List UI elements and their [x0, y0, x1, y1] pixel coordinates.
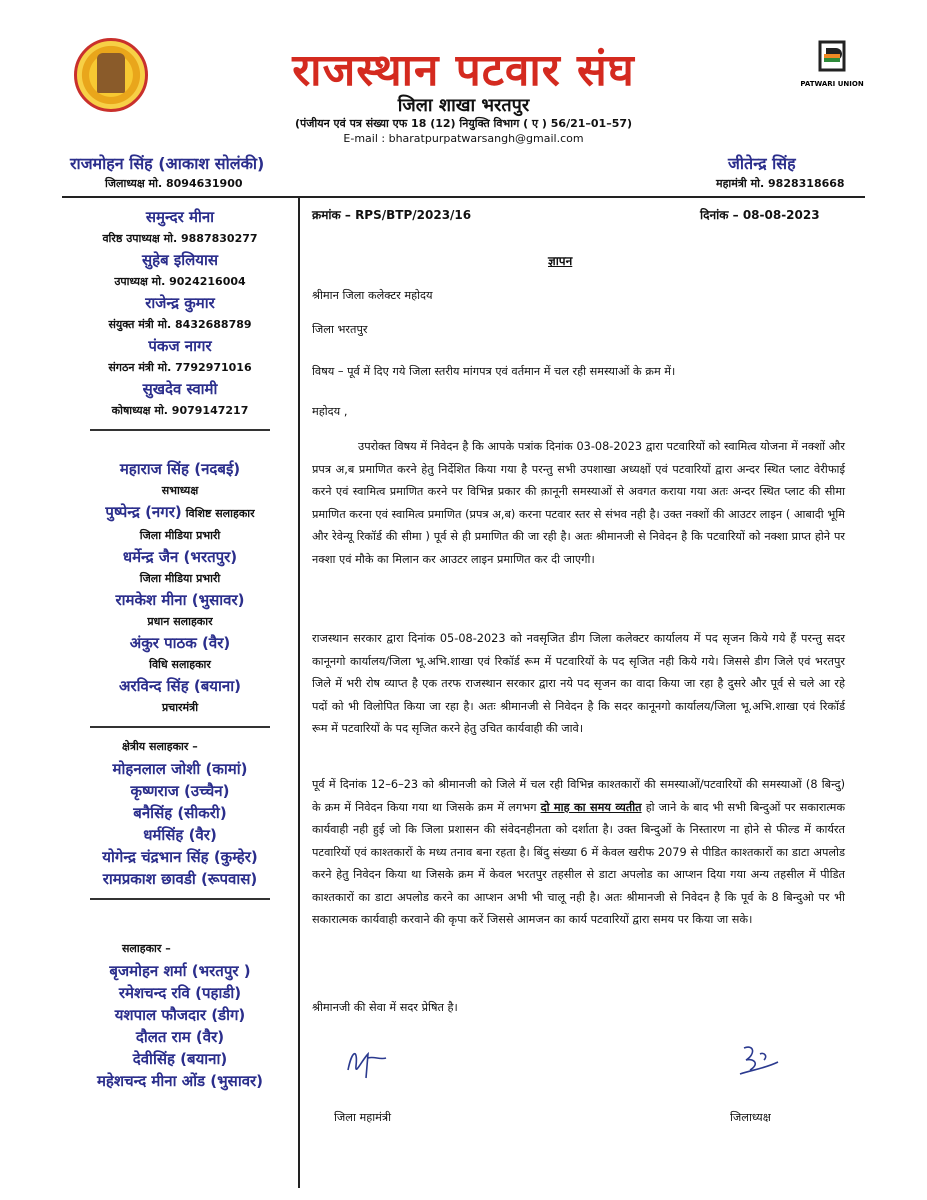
officer-role: वरिष्ठ उपाध्यक्ष मो. 9887830277: [102, 232, 258, 245]
advisor: दौलत राम (वैर): [135, 1028, 225, 1046]
branch-subtitle: जिला शाखा भरतपुर: [397, 95, 530, 116]
general-secretary-name: जीतेन्द्र सिंह: [728, 154, 796, 173]
recipient-line: श्रीमान जिला कलेक्टर महोदय: [312, 289, 433, 302]
advisors-heading: सलाहकार –: [122, 942, 171, 955]
bearer-role: प्रधान सलाहकार: [147, 615, 213, 628]
paragraph-3-start: पूर्व में दिनांक 12–6–23 को श्रीमानजी को जिले में चल रही विभिन्न काश्तकारों की समस्याओं/पटवारियों की समस्याओं (8 बिन्दु) के क्रम में निवेदन किया गया था जिसके क्रम में लगभग: [312, 778, 845, 814]
header-divider: [62, 196, 865, 198]
officer-name: सुखदेव स्वामी: [142, 380, 218, 398]
regional-advisor: बनैसिंह (सीकरी): [133, 804, 227, 822]
regional-advisor: मोहनलाल जोशी (कामां): [112, 760, 248, 778]
closing-line: श्रीमानजी की सेवा में सदर प्रेषित है।: [312, 1001, 458, 1014]
officer-role: उपाध्यक्ष मो. 9024216004: [114, 275, 246, 288]
paragraph-3-emphasis: दो माह का समय व्यतीत: [540, 800, 642, 814]
paragraph-3-end: हो जाने के बाद भी सभी बिन्दुओं पर सकारात्मक कार्यवाही नही हुई जो कि जिला प्रशासन की संवेदनहीनता को दर्शाता है। उक्त बिन्दुओं के निस्तारण ना होने से फील्ड में कार्यरत पटवारियों एवं काश्तकारों के मध्य तनाव बना रहता है। बिंदु संख्या 6 में केवल खरीफ 2079 से पीडित काश्तकारों का डाटा अपलोड करने हेतु निवेदन किया था जिसके क्रम में केवल भरतपुर तहसील से डाटा अपलोड का आप्शन दिया गया अन्य तहसील में पीडित काश्तकारों का डाटा अपलोड करने का आप्शन अभी भी चालू नही है। अतः श्रीमानजी से निवेदन है कि पूर्व के 8 बिन्दुओ पर भी सकारात्मक कार्यवाही करवाने की कृपा करें जिससे आमजन का कार्य पटवारियों द्वारा समय पर किया जा सके।: [312, 800, 846, 926]
regional-advisor: रामप्रकाश छावडी (रूपवास): [102, 870, 258, 888]
letter-date: दिनांक – 08-08-2023: [700, 208, 820, 222]
bearer-role: प्रचारमंत्री: [161, 701, 199, 714]
signatory-general-secretary: जिला महामंत्री: [334, 1111, 392, 1124]
bearer-name: अरविन्द सिंह (बयाना): [119, 677, 241, 695]
officer-name: राजेन्द्र कुमार: [145, 294, 215, 312]
sidebar-advisors: [62, 924, 298, 1092]
recipient-district: जिला भरतपुर: [312, 323, 368, 336]
advisor: रमेशचन्द रवि (पहाडी): [118, 984, 242, 1002]
reference-number: क्रमांक – RPS/BTP/2023/16: [312, 208, 472, 222]
paragraph-2: राजस्थान सरकार द्वारा दिनांक 05-08-2023 को नवसृजित डीग जिला कलेक्टर कार्यालय में पद सृजन किये गये हैं परन्तु सदर कानूनगो कार्यालय/जिला भू.अभि.शाखा एवं रिकॉर्ड रूम में पटवारियों के पद सृजित नही किये गये। जिससे डीग जिले एवं भरतपुर जिले में भरी रोष व्याप्त है एक तरफ राजस्थान सरकार द्वारा नये पद सृजन का वादा किया जा रहा है दुसरे और पूर्व से चले आ रहे पदों को भी विलोपित किया जा रहा है। अतः श्रीमानजी से निवेदन है कि सदर कानूनगो कार्यालय/जिला भू.अभि.शाखा एवं रिकॉर्ड रूम में पटवारियों के पद सृजित करने हेतु उचित कार्यवाही की जावे।: [312, 632, 845, 735]
right-signature: [730, 1040, 784, 1084]
regional-advisor: योगेन्द्र चंद्रभान सिंह (कुम्हेर): [102, 848, 258, 866]
regional-heading: क्षेत्रीय सलाहकार –: [122, 740, 198, 753]
bearer-role: विधि सलाहकार: [149, 658, 211, 671]
bearer-name: रामकेश मीना (भुसावर): [115, 591, 245, 609]
officer-role: कोषाध्यक्ष मो. 9079147217: [111, 404, 249, 417]
paragraph-1: उपरोक्त विषय में निवेदन है कि आपके पत्रांक दिनांक 03-08-2023 द्वारा पटवारियों को स्वामित्व योजना में नक्शों और प्रपत्र अ,ब प्रमाणित करने हेतु निर्देशित किया गया है परन्तु सभी उपशाखा अध्यक्षों एवं पटवारियों द्वारा अन्दर स्थित प्लाट वेरीफाई करने एवं स्वामित्व प्रमाणित करने पर विभिन्न प्रकार की क़ानूनी समस्याओं से अवगत कराया गया अतः अन्दर स्थित प्लाट की सीमा प्रमाणित करना एवं स्वामित्व प्रमाणित (प्रपत्र अ,ब) करना पटवार स्तर से संभव नही है। उक्त नक्शों की आउटर लाइन ( आबादी भूमि और रेवेन्यू रिकॉर्ड की सीमा ) पूर्व से ही प्रमाणित की जा रही है। अतः श्रीमानजी से निवेदन है कि पटवारियों को नक्शा प्राप्त होने पर नक्शा एवं मौके का मिलान कर आउटर लाइन प्रमाणित कर दी जाएगी।: [312, 440, 845, 566]
officer-name: समुन्दर मीना: [145, 208, 215, 226]
bearer-name: पुष्पेन्द्र (नगर): [105, 503, 182, 521]
president-role: जिलाध्यक्ष मो. 8094631900: [105, 177, 243, 190]
paragraph-3: [312, 774, 845, 932]
bearer-role: जिला मीडिया प्रभारी: [139, 572, 221, 585]
officer-role: संयुक्त मंत्री मो. 8432688789: [108, 318, 252, 331]
subject-line: विषय – पूर्व में दिए गये जिला स्तरीय मांगपत्र एवं वर्तमान में चल रही समस्याओं के क्रम में।: [312, 365, 676, 378]
sidebar-officers: [62, 206, 298, 431]
officer-role: संगठन मंत्री मो. 7792971016: [108, 361, 252, 374]
general-secretary-role: महामंत्री मो. 9828318668: [716, 177, 845, 190]
salutation: महोदय ,: [312, 405, 348, 418]
advisor: यशपाल फौजदार (डीग): [114, 1006, 246, 1024]
left-signature: [342, 1040, 392, 1084]
signatory-president: जिलाध्यक्ष: [730, 1111, 771, 1124]
bearer-role: जिला मीडिया प्रभारी: [139, 529, 221, 542]
section-rule: [90, 898, 270, 900]
president-name: राजमोहन सिंह (आकाश सोलंकी): [70, 154, 265, 173]
sidebar-regional-advisors: [62, 726, 298, 900]
org-title: राजस्थान पटवार संघ: [292, 45, 635, 96]
registration-line: (पंजीयन एवं पत्र संख्या एफ 18 (12) नियुक्ति विभाग ( ए ) 56/21–01–57): [294, 117, 633, 130]
section-rule: [90, 429, 270, 431]
advisor: देवीसिंह (बयाना): [132, 1050, 228, 1068]
advisor: बृजमोहन शर्मा (भरतपुर ): [109, 962, 251, 980]
bearer-name: महाराज सिंह (नदबई): [119, 460, 241, 478]
sidebar-office-bearers: [62, 458, 298, 728]
bearer-role-inline: विशिष्ट सलाहकार: [185, 507, 255, 520]
bearer-role: सभाध्यक्ष: [161, 484, 199, 497]
svg-text:PATWARI UNION: PATWARI UNION: [800, 80, 864, 88]
officer-name: पंकज नागर: [148, 337, 212, 355]
regional-advisor: धर्मसिंह (वैर): [143, 826, 217, 844]
advisor: महेशचन्द मीना ओंड (भुसावर): [96, 1072, 264, 1090]
memo-heading: ज्ञापन: [548, 254, 573, 268]
bearer-name: धर्मेन्द्र जैन (भरतपुर): [122, 548, 238, 566]
bearer-name: अंकुर पाठक (वैर): [129, 634, 231, 652]
sidebar-divider: [298, 198, 300, 1188]
officer-name: सुहेब इलियास: [141, 251, 219, 269]
email-line: E-mail : bharatpurpatwarsangh@gmail.com: [343, 132, 584, 145]
regional-advisor: कृष्णराज (उच्चैन): [130, 782, 230, 800]
